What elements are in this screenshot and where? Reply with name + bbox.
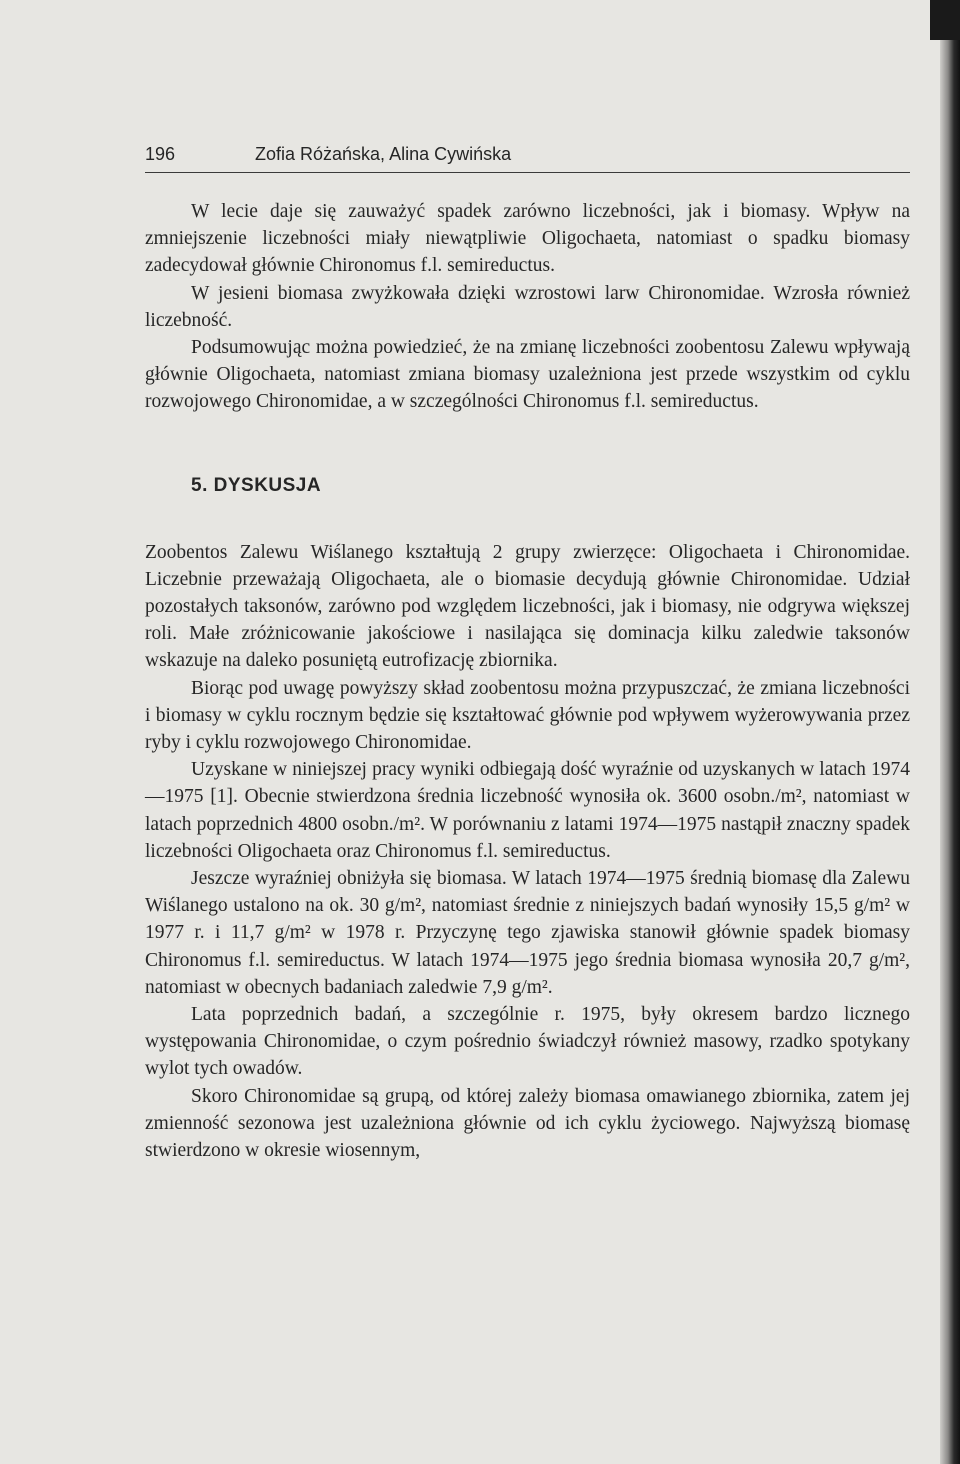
page-edge-shadow	[940, 0, 960, 1464]
paragraph: Uzyskane w niniejszej pracy wyniki odbiegają dość wyraźnie od uzyskanych w latach 1974—1975 [1]. Obecnie stwierdzona średnia liczebność wynosiła ok. 3600 osobn./m², natomiast w latach poprzednich 4800 osobn./m². W porównaniu z latami 1974—1975 nastąpił znaczny spadek liczebności Oligochaeta oraz Chironomus f.l. semireductus.	[145, 759, 910, 862]
section-heading: 5. DYSKUSJA	[191, 474, 322, 496]
paragraph: Jeszcze wyraźniej obniżyła się biomasa. W latach 1974—1975 średnią biomasę dla Zalewu Wiślanego ustalono na ok. 30 g/m², natomiast średnie z niniejszych badań wynosiły 15,5 g/m² w 1977 r. i 11,7 g/m² w 1978 r. Przyczynę tego zjawiska stanowił głównie spadek biomasy Chironomus f.l. semireductus. W latach 1974—1975 jego średnia biomasa wynosiła 20,7 g/m², natomiast w obecnych badaniach zaledwie 7,9 g/m².	[145, 868, 910, 998]
paragraph: Biorąc pod uwagę powyższy skład zoobentosu można przypuszczać, że zmiana liczebności i biomasy w cyklu rocznym będzie się kształtować głównie pod wpływem wyżerowywania przez ryby i cyklu rozwojowego Chironomidae.	[145, 677, 910, 754]
paragraph: W lecie daje się zauważyć spadek zarówno liczebności, jak i biomasy. Wpływ na zmniejszenie liczebności miały niewątpliwie Oligochaeta, natomiast o spadku biomasy zadecydował głównie Chironomus f.l. semireductus.	[145, 201, 910, 277]
paragraph: W jesieni biomasa zwyżkowała dzięki wzrostowi larw Chironomidae. Wzrosła również liczebność.	[145, 282, 910, 331]
paragraph: Skoro Chironomidae są grupą, od której zależy biomasa omawianego zbiornika, zatem jej zmienność sezonowa jest uzależniona głównie od ich cyklu życiowego. Najwyższą biomasę stwierdzono w okresie wiosennym,	[145, 1085, 910, 1162]
running-head-authors: Zofia Różańska, Alina Cywińska	[255, 144, 512, 164]
page-number: 196	[145, 144, 176, 164]
section-first-paragraph: Zoobentos Zalewu Wiślanego kształtują 2 grupy zwierzęce: Oligochaeta i Chironomidae. Liczebnie przeważają Oligochaeta, ale o biomasie decydują głównie Chironomidae. Udział pozostałych taksonów, zarówno pod względem liczebności, jak i biomasy, nie odgrywa większej roli. Małe zróżnicowanie jakościowe i nasilająca się dominacja kilku zaledwie taksonów wskazuje na daleko posuniętą eutrofizację zbiornika.	[145, 541, 910, 672]
scan-corner	[930, 0, 960, 40]
paragraph: Podsumowując można powiedzieć, że na zmianę liczebności zoobentosu Zalewu wpływają głównie Oligochaeta, natomiast zmiana biomasy uzależniona jest przede wszystkim od cyklu rozwojowego Chironomidae, a w szczególności Chironomus f.l. semireductus.	[145, 337, 910, 413]
paragraph: Lata poprzednich badań, a szczególnie r. 1975, były okresem bardzo licznego występowania Chironomidae, o czym pośrednio świadczył również masowy, rzadko spotykany wylot tych owadów.	[145, 1004, 910, 1080]
body-text	[145, 198, 910, 1164]
page-header	[145, 142, 910, 173]
